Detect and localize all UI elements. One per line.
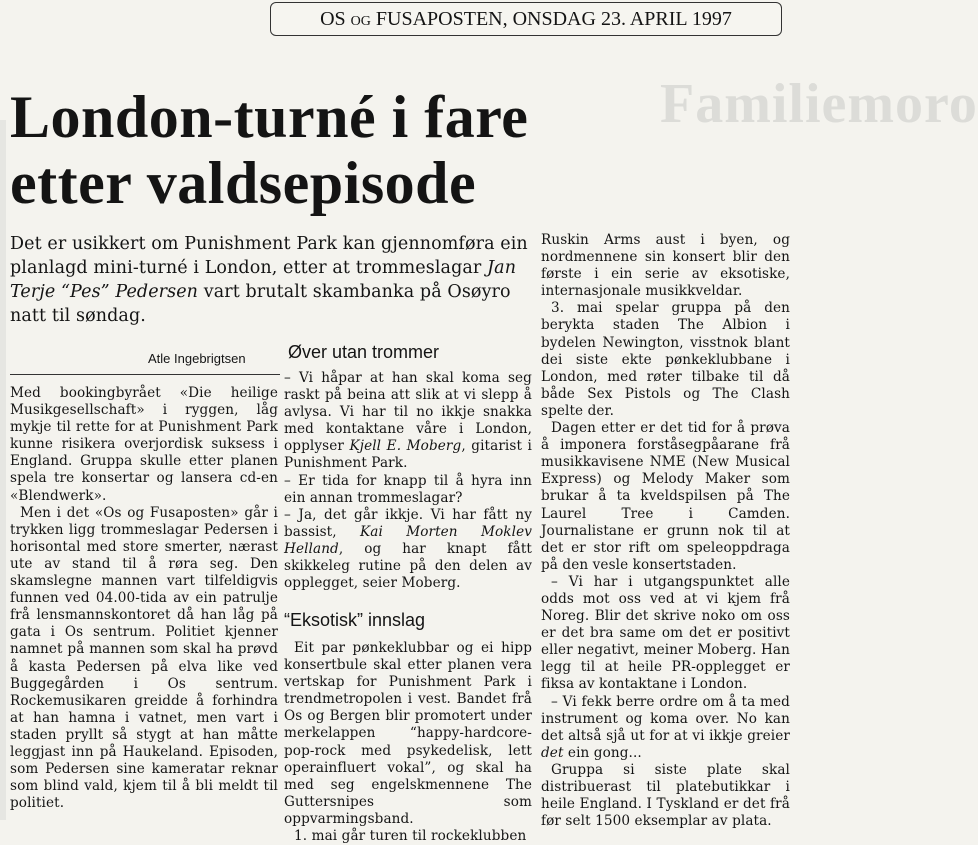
byline: Atle Ingebrigtsen (148, 351, 246, 366)
col3-paragraph: 3. mai spelar gruppa på den berykta staden The Albion i bydelen Newington, visstnok blant dei siste ekte pønkeklubbane i London, med røter tilbake til då både Sex Pistols og The Clash spelte der. (541, 300, 790, 419)
col2-paragraph: – Er tida for knapp til å hyra inn ein annan trommeslagar? (284, 472, 532, 506)
col2b-paragraph: Eit par pønkeklubbar og ei hipp konsertbule skal etter planen vera vertskap for Punishment Park i trendmetropolen i vest. Bandet frå Os og Bergen blir promotert under merkelappen “happy-hardcore-pop-rock med psykedelisk, lett operainfluert vokal”, og skal ha med seg engelskmennene The Guttersnipes som oppvarmingsband. (284, 640, 532, 827)
headline-line2: etter valdsepisode (10, 150, 477, 216)
col3-paragraph: Dagen etter er det tid for å prøva å imponera forståsegpåarane frå musikkavisene NME (New Musical Express) og Melody Maker som brukar å ta kveldspilsen på The Laurel Tree i Camden. Journalistane er grunn nok til at det er stor rift om speleoppdraga på den vesle konsertstaden. (541, 420, 790, 573)
col3-text: ein gong... (563, 744, 642, 761)
col2-text: , og har knapt fått skikkeleg rutine på den delen av opplegget, seier Moberg. (284, 540, 532, 592)
ghost-headline: Familiemoro (660, 73, 978, 135)
masthead-part2: FUSAPOSTEN, ONSDAG 23. APRIL 1997 (370, 8, 732, 30)
masthead-part1: OS (320, 8, 351, 30)
lede-part2: vart brutalt skambanka på Osøyro natt til søndag. (10, 282, 511, 326)
subheading-2: “Eksotisk” innslag (284, 610, 426, 630)
col2-text: , gitarist i Punishment Park. (284, 438, 533, 472)
headline (10, 84, 650, 216)
column-2b (284, 640, 532, 845)
col2-name: Kjell E. Moberg (349, 438, 462, 455)
col2-text: – Vi håpar at han skal koma seg raskt på beina att slik at vi slepp å avlysa. Vi har til no ikkje snakka med kontaktane våre i London, opplyser (284, 370, 532, 455)
lede-part1: Det er usikkert om Punishment Park kan gjennomføra ein planlagd mini-turné i London, etter at trommeslagar (10, 234, 528, 278)
masthead (270, 2, 782, 36)
col3-emphasis: det (541, 744, 564, 761)
col3-paragraph: Ruskin Arms aust i byen, og nordmennene sin konsert blir den første i ein serie av eksotiske, internasjonale musikkveldar. (541, 232, 790, 300)
col1-paragraph: Med bookingbyrået «Die heilige Musikgesellschaft» i ryggen, låg mykje til rette for at Punishment Park kunne risikera overjordisk suksess i England. Gruppa skulle etter planen spela tre konsertar og lansera cd-en «Blendwerk». (10, 385, 278, 504)
col1-paragraph: Men i det «Os og Fusaposten» går i trykken ligg trommeslagar Pedersen i horisontal med store smerter, nærast ute av stand til å røra seg. Den skamslegne mannen vart tilfeldigvis funnen ved 04.00-tida av ein patrulje frå lensmannskontoret då han låg på gata i Os sentrum. Politiet kjenner namnet på mannen som skal ha prøvd å kasta Pedersen på elva like ved Buggegården i Os sentrum. Rockemusikaren greidde å forhindra at han hamna i vatnet, men vart i staden pryllt så stygt at han måtte leggjast inn på Haukeland. Episoden, som Pedersen sine kameratar reknar som blind vald, kjem til å bli meldt til politiet. (10, 504, 278, 812)
col2b-paragraph: 1. mai går turen til rockeklubben (294, 828, 527, 845)
column-2 (284, 370, 532, 592)
headline-line1: London-turné i fare (10, 84, 529, 150)
col3-paragraph: Gruppa si siste plate skal distribuerast til platebutikkar i heile England. I Tyskland er det frå før selt 1500 eksemplar av plata. (541, 761, 790, 830)
col2-text: – Ja, det går ikkje. Vi har fått ny bassist, (284, 506, 532, 540)
lede-name: Jan Terje “Pes” Pedersen (10, 258, 517, 302)
lede (10, 232, 535, 328)
col2-name: Kai Morten Moklev Helland (284, 523, 532, 557)
column-1 (10, 385, 278, 812)
byline-rule (10, 374, 280, 375)
column-3 (541, 232, 790, 830)
col2-paragraph (284, 370, 532, 473)
col3-paragraph: – Vi har i utgangspunktet alle odds mot oss ved at vi kjem frå Noreg. Blir det skrive noko om oss er det bra same om det er positivt eller negativt, meiner Moberg. Han legg til at heile PR-opplegget er fiksa av kontaktane i London. (541, 573, 790, 693)
bleed-through-edge (0, 120, 6, 820)
subheading-1: Øver utan trommer (288, 342, 440, 362)
col3-text: – Vi fekk berre ordre om å ta med instrument og koma over. No kan det altså sjå ut for at vi ikkje greier (541, 693, 790, 744)
col3-paragraph (541, 694, 790, 762)
col2-paragraph (284, 507, 532, 592)
masthead-og: OG (350, 14, 371, 29)
